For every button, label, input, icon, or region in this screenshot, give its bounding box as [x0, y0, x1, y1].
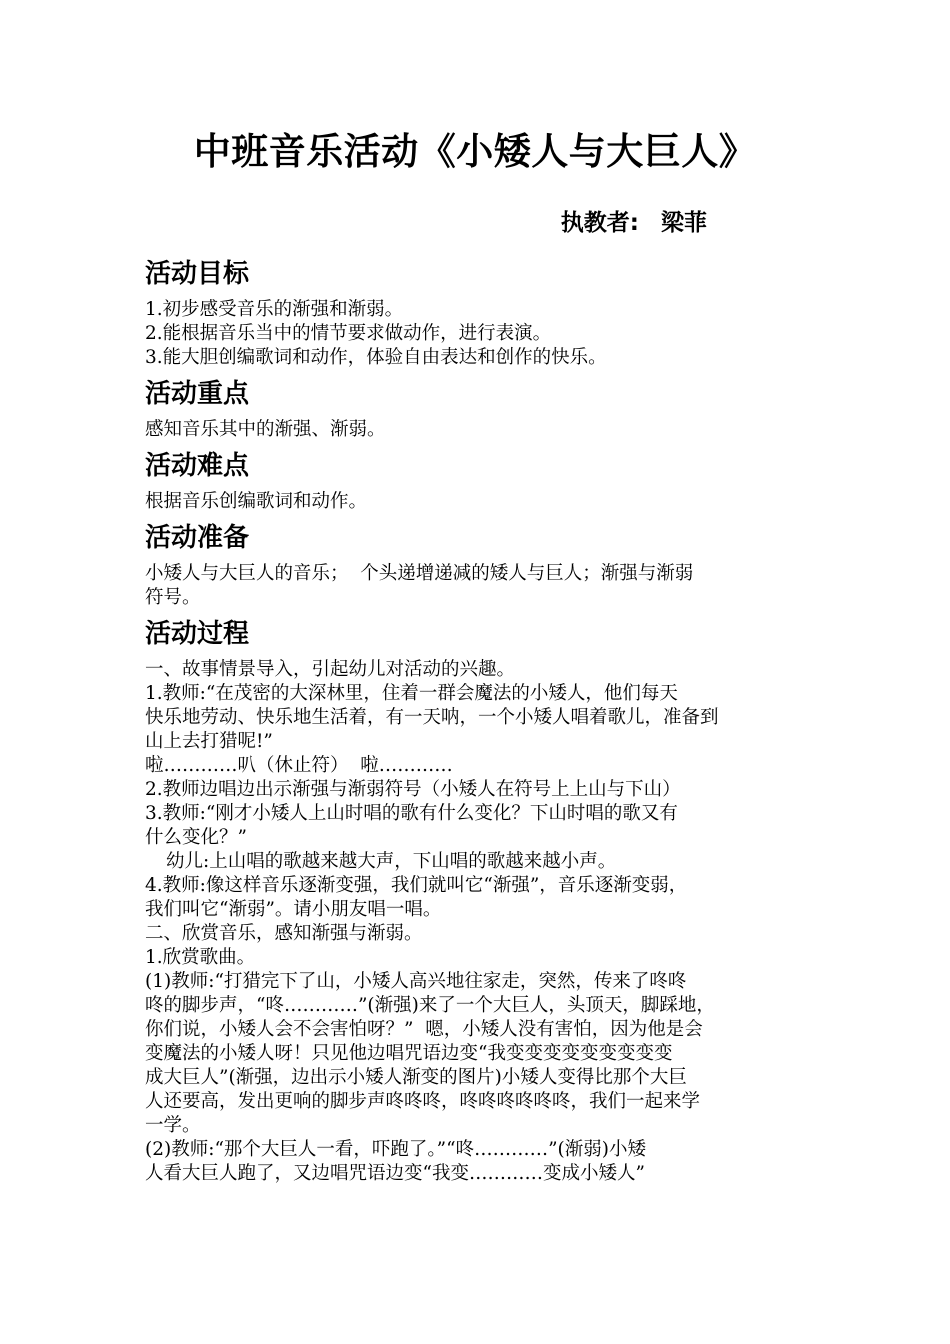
teacher-label: 执教者:: [560, 210, 639, 236]
difficulty-text: 根据音乐创编歌词和动作。: [145, 491, 368, 512]
process-line: 咚的脚步声，“咚…………”(渐强)来了一个大巨人，头顶天，脚踩地，: [145, 995, 715, 1016]
process-line: 一、故事情景导入，引起幼儿对活动的兴趣。: [145, 659, 516, 680]
key-point-text: 感知音乐其中的渐强、渐弱。: [145, 419, 386, 440]
section-heading-preparation: 活动准备: [145, 523, 250, 553]
section-heading-difficulty: 活动难点: [145, 451, 250, 481]
process-line: 你们说，小矮人会不会害怕呀？” 嗯，小矮人没有害怕，因为他是会: [145, 1019, 703, 1040]
process-line: (2)教师:“那个大巨人一看，吓跑了。”“咚…………”(渐弱)小矮: [145, 1139, 646, 1160]
process-line: 4.教师:像这样音乐逐渐变强，我们就叫它“渐强”，音乐逐渐变弱，: [145, 875, 688, 896]
process-line: 1.欣赏歌曲。: [145, 947, 256, 968]
goal-item: 2.能根据音乐当中的情节要求做动作，进行表演。: [145, 323, 552, 344]
process-line: 变魔法的小矮人呀！只见他边唱咒语边变“我变变变变变变变变变: [145, 1043, 673, 1064]
process-line: 一学。: [145, 1115, 201, 1136]
preparation-text: 符号。: [145, 587, 201, 608]
process-line: 快乐地劳动、快乐地生活着，有一天呐，一个小矮人唱着歌儿，准备到: [145, 707, 719, 728]
process-line: 成大巨人”(渐强，边出示小矮人渐变的图片)小矮人变得比那个大巨: [145, 1067, 687, 1088]
process-line: 啦…………叭（休止符） 啦…………: [145, 755, 453, 776]
process-line: 幼儿:上山唱的歌越来越大声，下山唱的歌越来越小声。: [166, 851, 617, 872]
process-line: 山上去打猎呢!”: [145, 731, 273, 752]
section-heading-goals: 活动目标: [145, 259, 250, 289]
document-body: [145, 254, 810, 1186]
process-line: 1.教师:“在茂密的大深林里，住着一群会魔法的小矮人，他们每天: [145, 683, 678, 704]
process-line: 人看大巨人跑了，又边唱咒语边变“我变…………变成小矮人”: [145, 1163, 645, 1184]
section-heading-process: 活动过程: [145, 619, 250, 649]
process-line: (1)教师:“打猎完下了山，小矮人高兴地往家走，突然，传来了咚咚: [145, 971, 687, 992]
process-line: 二、欣赏音乐，感知渐强与渐弱。: [145, 923, 423, 944]
process-line: 我们叫它“渐弱”。请小朋友唱一唱。: [145, 899, 442, 920]
preparation-text: 小矮人与大巨人的音乐； 个头递增递减的矮人与巨人；渐强与渐弱: [145, 563, 694, 584]
process-line: 什么变化？”: [145, 827, 247, 848]
process-line: 人还要高，发出更响的脚步声咚咚咚，咚咚咚咚咚咚，我们一起来学: [145, 1091, 701, 1112]
process-line: 3.教师:“刚才小矮人上山时唱的歌有什么变化？下山时唱的歌又有: [145, 803, 678, 824]
section-heading-key-point: 活动重点: [145, 379, 250, 409]
goal-item: 3.能大胆创编歌词和动作，体验自由表达和创作的快乐。: [145, 347, 607, 368]
page-title: 中班音乐活动《小矮人与大巨人》: [193, 130, 757, 173]
teacher-name: 梁菲: [661, 210, 707, 236]
process-line: 2.教师边唱边出示渐强与渐弱符号（小矮人在符号上上山与下山）: [145, 779, 681, 800]
teacher-line: [561, 206, 707, 240]
goal-item: 1.初步感受音乐的渐强和渐弱。: [145, 299, 404, 320]
